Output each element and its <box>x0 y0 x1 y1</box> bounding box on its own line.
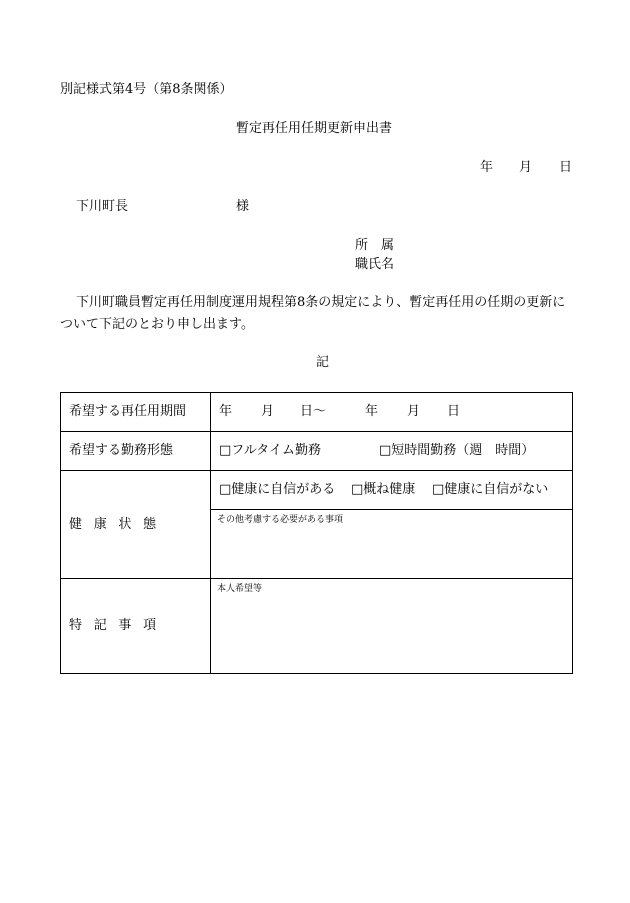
health-options <box>211 471 573 510</box>
period-label: 希望する再任用期間 <box>61 393 211 432</box>
health-other-note: その他考慮する必要がある事項 <box>217 515 344 525</box>
period-end-year: 年 <box>365 404 379 419</box>
date-day: 日 <box>559 160 573 175</box>
work-form-full-checkbox[interactable]: □フルタイム勤務 <box>219 443 321 458</box>
remarks-row <box>61 579 573 674</box>
affiliation-label: 所 属 <box>355 238 395 253</box>
form-number: 別記様式第4号（第8条関係） <box>60 82 233 97</box>
period-end-day: 日 <box>447 404 461 419</box>
period-row <box>61 393 573 432</box>
body-line-1: 下川町職員暫定再任用制度運用規程第8条の規定により、暫定再任用の任期の更新に <box>76 295 566 310</box>
health-row <box>61 471 573 510</box>
name-label: 職氏名 <box>355 257 395 272</box>
period-start-month: 月 <box>261 404 275 419</box>
remarks-field[interactable] <box>211 579 573 674</box>
page-title: 暫定再任用任期更新申出書 <box>236 121 393 136</box>
period-value <box>211 393 573 432</box>
remarks-note: 本人希望等 <box>217 584 263 594</box>
health-mostly-checkbox[interactable]: □概ね健康 <box>351 482 416 497</box>
period-end-month: 月 <box>407 404 421 419</box>
health-label: 健康状態 <box>61 471 211 579</box>
request-table <box>60 392 573 674</box>
work-form-row <box>61 432 573 471</box>
remarks-label: 特記事項 <box>61 579 211 674</box>
addressee-name: 下川町長 <box>76 199 129 214</box>
health-not-checkbox[interactable]: □健康に自信がない <box>432 482 549 497</box>
health-confident-checkbox[interactable]: □健康に自信がある <box>219 482 336 497</box>
work-form-value <box>211 432 573 471</box>
date-year: 年 <box>480 160 494 175</box>
period-start-day: 日～ <box>300 404 327 419</box>
body-line-2: ついて下記のとおり申し出ます。 <box>60 317 254 332</box>
note-mark: 記 <box>316 355 330 370</box>
date-month: 月 <box>519 160 533 175</box>
period-start-year: 年 <box>219 404 233 419</box>
health-other-field[interactable] <box>211 510 573 579</box>
work-form-short-checkbox[interactable]: □短時間勤務（週 時間） <box>379 443 535 458</box>
work-form-label: 希望する勤務形態 <box>61 432 211 471</box>
addressee-honorific: 様 <box>236 199 250 214</box>
